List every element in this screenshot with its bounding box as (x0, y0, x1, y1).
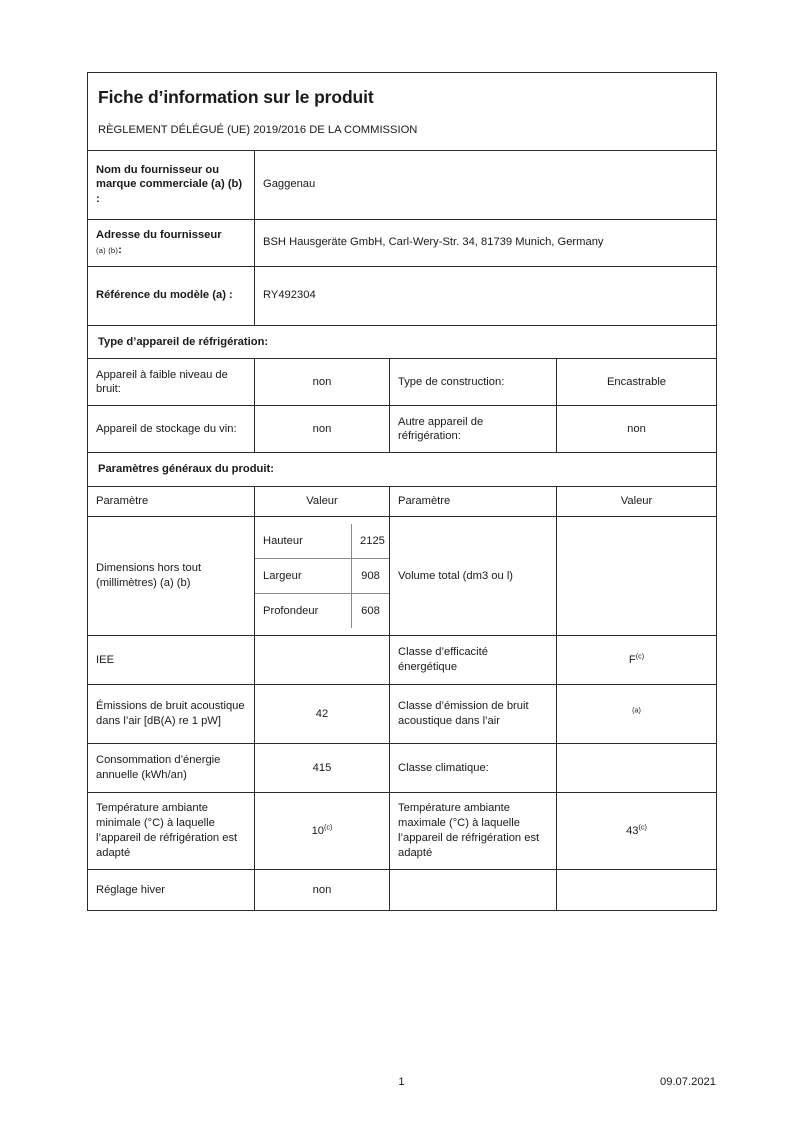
construction-type-value: Encastrable (557, 359, 717, 406)
dimensions-label: Dimensions hors tout (millimètres) (a) (b) (88, 517, 255, 636)
wine-storage-label: Appareil de stockage du vin: (88, 406, 255, 453)
fiche-sheet (87, 72, 716, 911)
dimension-value-width: 908 (352, 559, 390, 594)
table-row (88, 359, 717, 406)
table-row (88, 636, 717, 685)
model-reference-label: Référence du modèle (a) : (88, 266, 255, 325)
annual-energy-value: 415 (255, 744, 390, 793)
winter-setting-empty-label (390, 870, 557, 911)
energy-efficiency-class-letter: F (628, 653, 636, 666)
dimension-row-depth (255, 594, 389, 629)
max-ambient-temp-value (557, 793, 717, 870)
general-params-section-row (88, 453, 717, 487)
header-param-left: Paramètre (88, 487, 255, 517)
winter-setting-label: Réglage hiver (88, 870, 255, 911)
footer-date: 09.07.2021 (660, 1076, 716, 1088)
footer-page-number: 1 (398, 1076, 405, 1088)
supplier-name-label: Nom du fournisseur ou marque commerciale (a) (b) : (88, 150, 255, 219)
appliance-type-section-title: Type d’appareil de réfrigération: (88, 325, 717, 359)
product-fiche-table (87, 72, 717, 911)
supplier-address-label-footnotes: (a) (b) (96, 245, 119, 255)
supplier-address-row (88, 219, 717, 266)
min-ambient-temp-footnote: (c) (324, 821, 333, 831)
climate-class-label: Classe climatique: (390, 744, 557, 793)
table-row (88, 406, 717, 453)
other-appliance-value: non (557, 406, 717, 453)
dimension-value-height: 2125 (352, 524, 390, 559)
min-ambient-temp-label: Température ambiante minimale (°C) à laquelle l’appareil de réfrigération est adapté (88, 793, 255, 870)
appliance-type-section-row (88, 325, 717, 359)
winter-setting-empty-value (557, 870, 717, 911)
energy-efficiency-class-footnote: (c) (635, 650, 645, 660)
total-volume-label: Volume total (dm3 ou l) (390, 517, 557, 636)
header-value-right: Valeur (557, 487, 717, 517)
total-volume-value (557, 517, 717, 636)
noise-emission-label: Émissions de bruit acoustique dans l’air [dB(A) re 1 pW] (88, 685, 255, 744)
min-ambient-temp-number: 10 (311, 824, 325, 837)
table-row (88, 870, 717, 911)
dimensions-subtable (255, 524, 389, 628)
supplier-address-label-main: Adresse du fournisseur (96, 228, 222, 241)
iee-label: IEE (88, 636, 255, 685)
dimension-name-width: Largeur (255, 559, 352, 594)
dimension-row-width (255, 559, 389, 594)
construction-type-label: Type de construction: (390, 359, 557, 406)
max-ambient-temp-number: 43 (626, 824, 639, 837)
max-ambient-temp-label: Température ambiante maximale (°C) à laquelle l’appareil de réfrigération est adapté (390, 793, 557, 870)
noise-emission-class-value (557, 685, 717, 744)
supplier-address-label (88, 219, 255, 266)
max-ambient-temp-footnote: (c) (638, 821, 647, 831)
dimensions-row (88, 517, 717, 636)
energy-efficiency-class-label: Classe d’efficacité énergétique (390, 636, 557, 685)
table-row (88, 793, 717, 870)
supplier-name-row (88, 150, 717, 219)
model-reference-value: RY492304 (255, 266, 717, 325)
iee-value (255, 636, 390, 685)
noise-emission-class-label: Classe d’émission de bruit acoustique dans l’air (390, 685, 557, 744)
wine-storage-value: non (255, 406, 390, 453)
low-noise-value: non (255, 359, 390, 406)
header-value-left: Valeur (255, 487, 390, 517)
header-cell (88, 73, 717, 151)
dimension-name-height: Hauteur (255, 524, 352, 559)
annual-energy-label: Consommation d’énergie annuelle (kWh/an) (88, 744, 255, 793)
noise-emission-class-footnote: (a) (632, 704, 641, 714)
model-reference-row (88, 266, 717, 325)
winter-setting-value: non (255, 870, 390, 911)
general-params-section-title: Paramètres généraux du produit: (88, 453, 717, 487)
dimension-name-depth: Profondeur (255, 594, 352, 629)
page-title: Fiche d’information sur le produit (98, 87, 374, 107)
supplier-address-label-colon: : (118, 243, 122, 256)
energy-efficiency-class-value (557, 636, 717, 685)
dimension-value-depth: 608 (361, 604, 380, 617)
header-row (88, 73, 717, 151)
supplier-name-value: Gaggenau (255, 150, 717, 219)
supplier-address-value: BSH Hausgeräte GmbH, Carl-Wery-Str. 34, 81739 Munich, Germany (255, 219, 717, 266)
dimensions-subtable-cell (255, 517, 390, 636)
other-appliance-label: Autre appareil de réfrigération: (390, 406, 557, 453)
noise-emission-value: 42 (255, 685, 390, 744)
table-row (88, 744, 717, 793)
climate-class-value (557, 744, 717, 793)
header-param-right: Paramètre (390, 487, 557, 517)
dimension-row-height (255, 524, 389, 559)
regulation-subtitle: RÈGLEMENT DÉLÉGUÉ (UE) 2019/2016 DE LA COMMISSION (98, 124, 418, 137)
min-ambient-temp-value (255, 793, 390, 870)
general-params-header-row (88, 487, 717, 517)
low-noise-label: Appareil à faible niveau de bruit: (88, 359, 255, 406)
table-row (88, 685, 717, 744)
